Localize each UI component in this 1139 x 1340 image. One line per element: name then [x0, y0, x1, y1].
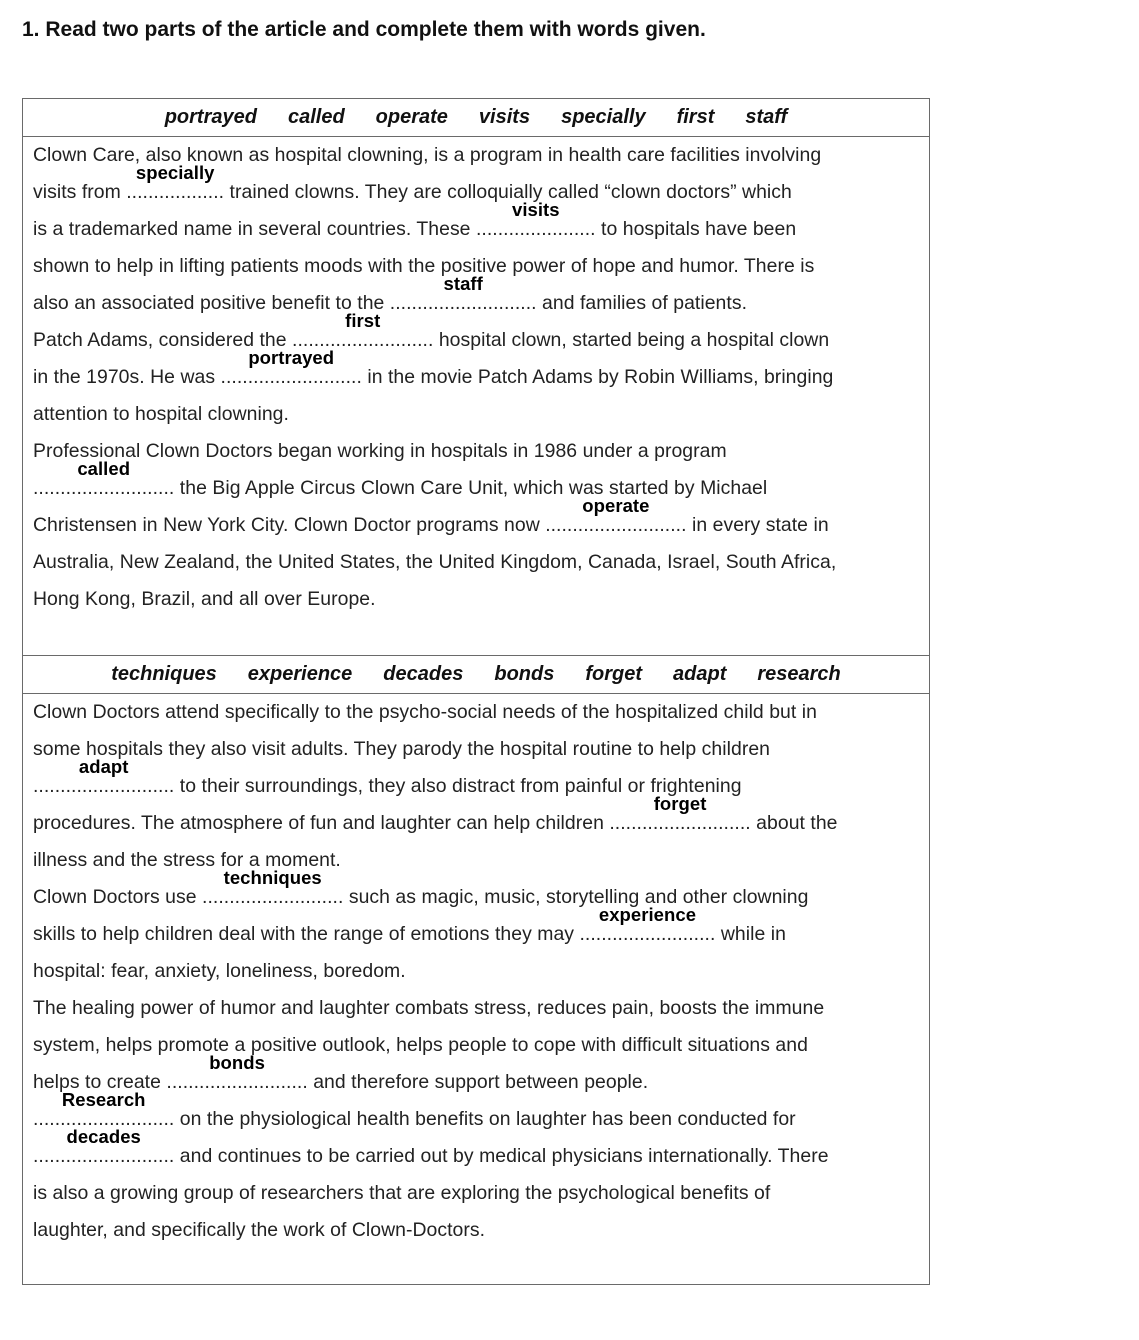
text-segment: such as magic, music, storytelling and other clowning: [343, 886, 809, 908]
blank-dots: ...........................: [389, 292, 537, 314]
article-part-2: [22, 655, 930, 1285]
filled-answer: first: [345, 310, 381, 331]
text-segment: visits from: [33, 181, 127, 203]
word-bank-item: decades: [383, 663, 464, 685]
text-segment: and continues to be carried out by medical physicians internationally. There: [174, 1145, 829, 1167]
word-bank-1: [23, 99, 929, 137]
text-line: [33, 1126, 929, 1175]
exercise-instruction: 1. Read two parts of the article and complete them with words given.: [22, 18, 706, 41]
text-line: laughter, and specifically the work of Clown-Doctors.: [33, 1219, 486, 1241]
filled-answer: staff: [443, 273, 483, 294]
text-segment: Clown Doctors use: [33, 886, 203, 908]
text-line: [33, 1052, 929, 1101]
blank-dots: ..........................: [166, 1071, 308, 1093]
text-segment: hospital clown, started being a hospital clown: [433, 329, 830, 351]
word-bank-item: visits: [478, 106, 531, 128]
text-line: [33, 273, 929, 322]
text-line: Clown Doctors attend specifically to the psycho-social needs of the hospitalized child but in: [33, 701, 817, 723]
filled-answer: experience: [598, 904, 697, 925]
text-segment: procedures. The atmosphere of fun and laughter can help children: [33, 812, 610, 834]
filled-answer: decades: [66, 1126, 141, 1147]
word-bank-item: specially: [561, 106, 646, 128]
text-line: attention to hospital clowning.: [33, 403, 289, 425]
text-line: shown to help in lifting patients moods with the positive power of hope and humor. There is: [33, 255, 815, 277]
text-line: [33, 162, 929, 211]
text-line: illness and the stress for a moment.: [33, 849, 341, 871]
text-segment: to their surroundings, they also distract from painful or frightening: [174, 775, 742, 797]
filled-answer: Research: [61, 1089, 146, 1110]
blank-dots: ......................: [475, 218, 596, 240]
filled-answer: portrayed: [248, 347, 335, 368]
blank-dots: ..........................: [220, 366, 362, 388]
word-bank-item: research: [757, 663, 841, 685]
text-line: The healing power of humor and laughter combats stress, reduces pain, boosts the immune: [33, 997, 825, 1019]
answer-blank[interactable]: [202, 867, 344, 916]
article-text-2: [23, 694, 929, 1249]
filled-answer: techniques: [223, 867, 322, 888]
text-line: some hospitals they also visit adults. They parody the hospital routine to help children: [33, 738, 770, 760]
text-line: [33, 867, 929, 916]
text-line: [33, 199, 929, 248]
answer-blank[interactable]: [126, 162, 225, 211]
text-segment: Patch Adams, considered the: [33, 329, 293, 351]
text-line: Hong Kong, Brazil, and all over Europe.: [33, 588, 376, 610]
text-segment: helps to create: [33, 1071, 167, 1093]
answer-blank[interactable]: [33, 458, 175, 507]
text-segment: while in: [715, 923, 786, 945]
article-part-1: [22, 98, 930, 656]
text-segment: is a trademarked name in several countries. These: [33, 218, 476, 240]
answer-blank[interactable]: [475, 199, 596, 248]
text-line: Professional Clown Doctors began working in hospitals in 1986 under a program: [33, 440, 727, 462]
blank-dots: ..........................: [33, 477, 175, 499]
blank-dots: ..................: [126, 181, 225, 203]
text-segment: trained clowns. They are colloquially called “clown doctors” which: [224, 181, 792, 203]
filled-answer: forget: [653, 793, 707, 814]
text-line: [33, 904, 929, 953]
word-bank-item: staff: [745, 106, 788, 128]
text-segment: in the 1970s. He was: [33, 366, 221, 388]
text-segment: Christensen in New York City. Clown Doctor programs now: [33, 514, 546, 536]
answer-blank[interactable]: [579, 904, 716, 953]
text-segment: the Big Apple Circus Clown Care Unit, which was started by Michael: [174, 477, 768, 499]
blank-dots: ..........................: [545, 514, 687, 536]
text-line: hospital: fear, anxiety, loneliness, boredom.: [33, 960, 406, 982]
text-segment: to hospitals have been: [595, 218, 797, 240]
text-line: [33, 310, 929, 359]
word-bank-item: techniques: [111, 663, 217, 685]
text-line: [33, 756, 929, 805]
text-line: Clown Care, also known as hospital clowning, is a program in health care facilities involving: [33, 144, 822, 166]
blank-dots: ..........................: [33, 1108, 175, 1130]
blank-dots: ..........................: [202, 886, 344, 908]
answer-blank[interactable]: [33, 1126, 175, 1175]
text-segment: and families of patients.: [536, 292, 748, 314]
filled-answer: specially: [135, 162, 215, 183]
blank-dots: ..........................: [33, 775, 175, 797]
filled-answer: bonds: [209, 1052, 265, 1073]
filled-answer: visits: [511, 199, 560, 220]
text-segment: about the: [750, 812, 838, 834]
word-bank-item: experience: [247, 663, 353, 685]
text-line: system, helps promote a positive outlook, helps people to cope with difficult situations and: [33, 1034, 808, 1056]
word-bank-item: called: [287, 106, 345, 128]
blank-dots: ..........................: [609, 812, 751, 834]
filled-answer: adapt: [78, 756, 129, 777]
text-segment: also an associated positive benefit to the: [33, 292, 390, 314]
blank-dots: .........................: [579, 923, 716, 945]
answer-blank[interactable]: [609, 793, 751, 842]
word-bank-item: adapt: [673, 663, 727, 685]
answer-blank[interactable]: [166, 1052, 308, 1101]
word-bank-item: forget: [585, 663, 643, 685]
text-segment: on the physiological health benefits on laughter has been conducted for: [174, 1108, 796, 1130]
filled-answer: operate: [582, 495, 650, 516]
text-segment: skills to help children deal with the range of emotions they may: [33, 923, 580, 945]
blank-dots: ..........................: [292, 329, 434, 351]
answer-blank[interactable]: [545, 495, 687, 544]
text-line: [33, 347, 929, 396]
text-line: Australia, New Zealand, the United States, the United Kingdom, Canada, Israel, South Africa,: [33, 551, 837, 573]
blank-dots: ..........................: [33, 1145, 175, 1167]
text-segment: in every state in: [686, 514, 829, 536]
word-bank-item: operate: [375, 106, 448, 128]
text-line: is also a growing group of researchers that are exploring the psychological benefits of: [33, 1182, 771, 1204]
article-text-1: [23, 137, 929, 618]
text-line: [33, 458, 929, 507]
word-bank-item: bonds: [494, 663, 555, 685]
text-segment: in the movie Patch Adams by Robin Williams, bringing: [361, 366, 834, 388]
word-bank-item: first: [676, 106, 715, 128]
text-segment: and therefore support between people.: [307, 1071, 649, 1093]
word-bank-item: portrayed: [164, 106, 257, 128]
answer-blank[interactable]: [389, 273, 537, 322]
text-line: [33, 1089, 929, 1138]
text-line: [33, 793, 929, 842]
text-line: [33, 495, 929, 544]
filled-answer: called: [77, 458, 131, 479]
word-bank-2: [23, 656, 929, 694]
answer-blank[interactable]: [220, 347, 362, 396]
answer-blank[interactable]: [33, 756, 175, 805]
